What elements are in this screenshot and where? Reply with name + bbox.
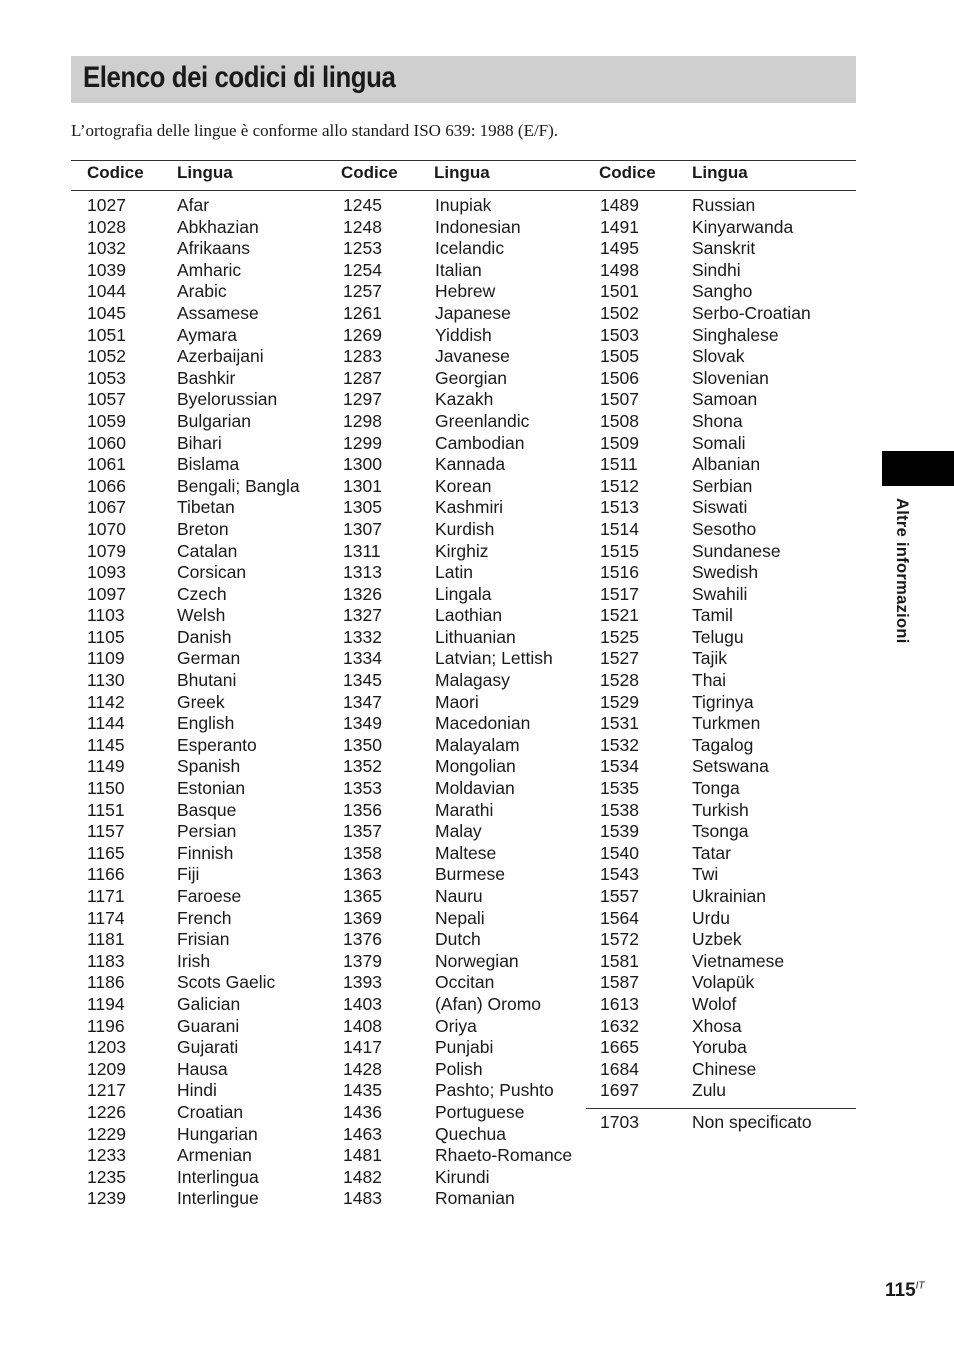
language-name: Afar <box>177 195 210 215</box>
language-code: 1505 <box>600 346 639 367</box>
section-tab-marker <box>882 451 954 486</box>
language-name: Uzbek <box>692 929 742 950</box>
language-name: Occitan <box>435 972 495 993</box>
language-name: Volapük <box>692 972 755 993</box>
language-code: 1349 <box>343 713 382 734</box>
language-code: 1506 <box>600 367 639 388</box>
language-code: 1217 <box>87 1080 126 1101</box>
language-code: 1194 <box>87 993 125 1014</box>
language-name: Urdu <box>692 907 730 928</box>
language-code: 1145 <box>87 734 125 755</box>
language-code: 1166 <box>87 864 125 885</box>
language-code: 1070 <box>87 518 126 539</box>
language-name: English <box>177 713 235 734</box>
language-code: 1529 <box>600 691 639 712</box>
language-name: Hindi <box>177 1080 217 1101</box>
language-code: 1503 <box>600 324 639 345</box>
language-code: 1045 <box>87 302 126 323</box>
language-code: 1572 <box>600 929 639 950</box>
table-top-rule <box>71 160 856 161</box>
language-code: 1027 <box>87 195 126 215</box>
language-name: Maori <box>435 691 479 712</box>
language-code: 1300 <box>343 454 382 475</box>
language-name: Malay <box>435 821 482 842</box>
language-name: Chinese <box>692 1058 757 1079</box>
language-code: 1538 <box>600 799 639 820</box>
language-name: Greenlandic <box>435 410 530 431</box>
language-code: 1363 <box>343 864 382 885</box>
table-header-rule <box>71 190 856 191</box>
language-code: 1269 <box>343 324 382 345</box>
language-name: Thai <box>692 670 727 691</box>
language-code: 1130 <box>87 670 125 691</box>
language-code: 1508 <box>600 410 639 431</box>
language-name: Latvian; Lettish <box>435 648 553 669</box>
language-code: 1521 <box>600 605 639 626</box>
language-name: Turkmen <box>692 713 761 734</box>
language-name: Tamil <box>692 605 733 626</box>
language-name: Breton <box>177 518 229 539</box>
language-name: Croatian <box>177 1101 244 1122</box>
language-name: Fiji <box>177 864 200 885</box>
language-name: Kannada <box>435 454 506 475</box>
language-code: 1379 <box>343 950 382 971</box>
language-name: Italian <box>435 259 482 280</box>
language-name: Sangho <box>692 281 753 302</box>
language-name: Estonian <box>177 778 246 799</box>
language-code: 1697 <box>600 1080 639 1101</box>
language-code: 1356 <box>343 799 382 820</box>
language-name: Tigrinya <box>692 691 754 712</box>
language-code: 1403 <box>343 993 382 1014</box>
language-code: 1061 <box>87 454 126 475</box>
language-name: Xhosa <box>692 1015 742 1036</box>
page-number-value: 115 <box>885 1280 916 1301</box>
language-code: 1301 <box>343 475 382 496</box>
language-name: Javanese <box>435 346 510 367</box>
header-lang-2: Lingua <box>434 163 490 182</box>
language-code: 1261 <box>343 302 382 323</box>
header-lang-3: Lingua <box>692 163 748 182</box>
language-name: Sindhi <box>692 259 741 280</box>
language-name: Tatar <box>692 842 731 863</box>
language-name: Finnish <box>177 842 234 863</box>
unspecified-rule <box>586 1108 856 1109</box>
header-code-2: Codice <box>341 163 398 182</box>
language-code: 1226 <box>87 1101 126 1122</box>
language-code: 1428 <box>343 1058 382 1079</box>
language-name: Ukrainian <box>692 886 766 906</box>
language-name: Arabic <box>177 281 227 302</box>
language-name: Siswati <box>692 497 748 518</box>
language-code: 1369 <box>343 907 382 928</box>
language-code: 1358 <box>343 842 382 863</box>
language-name: Hungarian <box>177 1123 258 1144</box>
language-name: Nepali <box>435 907 485 928</box>
language-code: 1515 <box>600 540 639 561</box>
language-name: Aymara <box>177 324 237 345</box>
language-name: Assamese <box>177 302 259 323</box>
language-code: 1229 <box>87 1123 126 1144</box>
language-name: Serbian <box>692 475 753 496</box>
language-name: Vietnamese <box>692 950 785 971</box>
language-code: 1283 <box>343 346 382 367</box>
unspecified-language: Non specificato <box>692 1112 812 1132</box>
language-name: Welsh <box>177 605 226 626</box>
language-code: 1067 <box>87 497 126 518</box>
page-title: Elenco dei codici di lingua <box>83 61 396 94</box>
language-code: 1093 <box>87 562 126 583</box>
language-code: 1326 <box>343 583 382 604</box>
language-name: Burmese <box>435 864 506 885</box>
language-code: 1039 <box>87 259 126 280</box>
language-name: Faroese <box>177 886 242 906</box>
language-code: 1357 <box>343 821 382 842</box>
language-code: 1417 <box>343 1037 382 1058</box>
language-code: 1543 <box>600 864 639 885</box>
language-name: Corsican <box>177 562 247 583</box>
language-name: Kurdish <box>435 518 495 539</box>
language-name: Catalan <box>177 540 238 561</box>
language-name: Icelandic <box>435 238 505 259</box>
language-name: Dutch <box>435 929 481 950</box>
language-code: 1507 <box>600 389 639 410</box>
language-name: Sesotho <box>692 518 757 539</box>
language-code: 1436 <box>343 1101 382 1122</box>
language-name: Lithuanian <box>435 626 516 647</box>
language-code: 1512 <box>600 475 639 496</box>
language-code: 1253 <box>343 238 382 259</box>
language-name: Interlingua <box>177 1166 259 1187</box>
language-code: 1183 <box>87 950 125 971</box>
language-code: 1532 <box>600 734 639 755</box>
header-lang-1: Lingua <box>177 163 233 182</box>
language-name: Romanian <box>435 1188 515 1209</box>
language-code: 1203 <box>87 1037 126 1058</box>
language-code: 1305 <box>343 497 382 518</box>
language-name: Rhaeto-Romance <box>435 1145 573 1166</box>
language-name: Abkhazian <box>177 216 259 237</box>
language-code: 1528 <box>600 670 639 691</box>
language-code: 1535 <box>600 778 639 799</box>
language-code: 1511 <box>600 454 638 475</box>
language-code: 1044 <box>87 281 126 302</box>
language-name: Albanian <box>692 454 761 475</box>
language-name: Galician <box>177 993 241 1014</box>
language-code: 1540 <box>600 842 639 863</box>
language-code: 1307 <box>343 518 382 539</box>
language-name: Malagasy <box>435 670 510 691</box>
language-name: Esperanto <box>177 734 257 755</box>
language-code: 1245 <box>343 195 382 215</box>
language-name: Kirghiz <box>435 540 489 561</box>
page-number-suffix: IT <box>915 1280 925 1292</box>
language-name: (Afan) Oromo <box>435 993 541 1014</box>
language-code: 1527 <box>600 648 639 669</box>
language-code: 1235 <box>87 1166 126 1187</box>
language-name: Bulgarian <box>177 410 251 431</box>
title-bar <box>71 56 856 103</box>
language-name: Persian <box>177 821 237 842</box>
language-code: 1481 <box>343 1145 382 1166</box>
language-name: Sundanese <box>692 540 781 561</box>
language-name: Swahili <box>692 583 748 604</box>
language-name: Gujarati <box>177 1037 239 1058</box>
language-code: 1587 <box>600 972 639 993</box>
language-name: Greek <box>177 691 225 712</box>
language-code: 1509 <box>600 432 639 453</box>
language-name: Oriya <box>435 1015 477 1036</box>
language-code: 1463 <box>343 1123 382 1144</box>
language-code: 1365 <box>343 886 382 906</box>
language-name: Bihari <box>177 432 222 453</box>
language-code: 1032 <box>87 238 126 259</box>
language-code: 1491 <box>600 216 639 237</box>
language-name: Mongolian <box>435 756 516 777</box>
language-name: Malayalam <box>435 734 520 755</box>
language-code: 1097 <box>87 583 126 604</box>
language-name: Sanskrit <box>692 238 756 259</box>
language-name: Singhalese <box>692 324 779 345</box>
language-code: 1209 <box>87 1058 126 1079</box>
language-name: Guarani <box>177 1015 240 1036</box>
language-name: Russian <box>692 195 756 215</box>
language-code: 1531 <box>600 713 639 734</box>
language-name: Twi <box>692 864 719 885</box>
language-name: Armenian <box>177 1145 252 1166</box>
language-name: Tajik <box>692 648 728 669</box>
language-code: 1525 <box>600 626 639 647</box>
language-code: 1350 <box>343 734 382 755</box>
language-code: 1239 <box>87 1188 126 1209</box>
language-code: 1513 <box>600 497 639 518</box>
language-name: German <box>177 648 241 669</box>
language-code: 1482 <box>343 1166 382 1187</box>
language-name: Serbo-Croatian <box>692 302 811 323</box>
language-code: 1498 <box>600 259 639 280</box>
language-name: Moldavian <box>435 778 515 799</box>
language-code: 1408 <box>343 1015 382 1036</box>
language-code: 1171 <box>87 886 125 906</box>
language-name: Norwegian <box>435 950 519 971</box>
section-side-label: Altre informazioni <box>893 498 911 644</box>
language-name: Afrikaans <box>177 238 250 259</box>
language-code: 1066 <box>87 475 126 496</box>
language-name: Slovak <box>692 346 745 367</box>
language-name: Kirundi <box>435 1166 490 1187</box>
language-code: 1142 <box>87 691 125 712</box>
language-name: Yiddish <box>435 324 492 345</box>
language-code: 1353 <box>343 778 382 799</box>
language-name: Bhutani <box>177 670 237 691</box>
unspecified-code: 1703 <box>600 1112 639 1132</box>
language-name: Indonesian <box>435 216 521 237</box>
language-code: 1181 <box>87 929 125 950</box>
language-code: 1059 <box>87 410 126 431</box>
language-code: 1028 <box>87 216 126 237</box>
language-name: Yoruba <box>692 1037 747 1058</box>
language-code: 1376 <box>343 929 382 950</box>
language-code: 1186 <box>87 972 125 993</box>
language-code: 1613 <box>600 993 639 1014</box>
language-code: 1334 <box>343 648 382 669</box>
language-name: Hebrew <box>435 281 496 302</box>
language-name: Japanese <box>435 302 511 323</box>
language-code: 1157 <box>87 821 125 842</box>
language-name: Shona <box>692 410 743 431</box>
language-name: Macedonian <box>435 713 531 734</box>
language-name: Basque <box>177 799 237 820</box>
language-name: Frisian <box>177 929 230 950</box>
language-name: Samoan <box>692 389 758 410</box>
language-code: 1103 <box>87 605 125 626</box>
language-code: 1347 <box>343 691 382 712</box>
language-name: Telugu <box>692 626 744 647</box>
language-name: Amharic <box>177 259 242 280</box>
language-name: Tagalog <box>692 734 754 755</box>
language-name: Kazakh <box>435 389 494 410</box>
language-name: Portuguese <box>435 1101 525 1122</box>
language-name: Marathi <box>435 799 494 820</box>
language-code: 1332 <box>343 626 382 647</box>
language-name: Setswana <box>692 756 769 777</box>
language-name: Danish <box>177 626 232 647</box>
language-name: Slovenian <box>692 367 769 388</box>
language-code: 1299 <box>343 432 382 453</box>
language-name: Korean <box>435 475 492 496</box>
language-code: 1632 <box>600 1015 639 1036</box>
language-code: 1151 <box>87 799 125 820</box>
language-name: Kinyarwanda <box>692 216 794 237</box>
language-code: 1557 <box>600 886 639 906</box>
language-code: 1684 <box>600 1058 639 1079</box>
language-name: Pashto; Pushto <box>435 1080 554 1101</box>
language-code: 1311 <box>343 540 381 561</box>
language-name: Latin <box>435 562 473 583</box>
language-name: Irish <box>177 950 211 971</box>
language-name: Georgian <box>435 367 507 388</box>
language-name: Inupiak <box>435 195 492 215</box>
language-code: 1516 <box>600 562 639 583</box>
language-code: 1053 <box>87 367 126 388</box>
header-code-3: Codice <box>599 163 656 182</box>
language-code: 1435 <box>343 1080 382 1101</box>
language-name: Hausa <box>177 1058 228 1079</box>
language-name: Scots Gaelic <box>177 972 276 993</box>
language-name: Turkish <box>692 799 749 820</box>
language-code: 1313 <box>343 562 382 583</box>
language-code: 1109 <box>87 648 125 669</box>
language-code: 1196 <box>87 1015 125 1036</box>
language-code: 1517 <box>600 583 639 604</box>
language-name: Quechua <box>435 1123 507 1144</box>
language-code: 1105 <box>87 626 125 647</box>
language-name: Wolof <box>692 993 737 1014</box>
language-name: Somali <box>692 432 746 453</box>
language-name: Zulu <box>692 1080 727 1101</box>
language-code: 1502 <box>600 302 639 323</box>
language-name: Azerbaijani <box>177 346 264 367</box>
language-code: 1257 <box>343 281 382 302</box>
language-name: Byelorussian <box>177 389 278 410</box>
language-name: Tonga <box>692 778 740 799</box>
language-code: 1150 <box>87 778 125 799</box>
language-code: 1352 <box>343 756 382 777</box>
language-code: 1052 <box>87 346 126 367</box>
language-code: 1534 <box>600 756 639 777</box>
language-code: 1327 <box>343 605 382 626</box>
language-code: 1060 <box>87 432 126 453</box>
language-code: 1254 <box>343 259 382 280</box>
language-code: 1149 <box>87 756 125 777</box>
language-code: 1514 <box>600 518 639 539</box>
language-name: Punjabi <box>435 1037 494 1058</box>
header-code-1: Codice <box>87 163 144 182</box>
page-number <box>885 1280 925 1302</box>
language-name: Polish <box>435 1058 483 1079</box>
language-code: 1495 <box>600 238 639 259</box>
language-name: Bashkir <box>177 367 236 388</box>
language-name: Maltese <box>435 842 497 863</box>
language-code: 1174 <box>87 907 125 928</box>
language-name: Laothian <box>435 605 503 626</box>
language-name: Cambodian <box>435 432 525 453</box>
language-name: Lingala <box>435 583 492 604</box>
language-code: 1483 <box>343 1188 382 1209</box>
language-code: 1489 <box>600 195 639 215</box>
language-code: 1298 <box>343 410 382 431</box>
language-code: 1051 <box>87 324 126 345</box>
language-code: 1345 <box>343 670 382 691</box>
language-name: Nauru <box>435 886 483 906</box>
language-code: 1248 <box>343 216 382 237</box>
language-code: 1165 <box>87 842 125 863</box>
intro-text: L’ortografia delle lingue è conforme allo standard ISO 639: 1988 (E/F). <box>71 121 559 140</box>
language-name: Bengali; Bangla <box>177 475 300 496</box>
language-name: Interlingue <box>177 1188 259 1209</box>
language-name: French <box>177 907 232 928</box>
language-name: Czech <box>177 583 227 604</box>
language-code: 1564 <box>600 907 639 928</box>
language-name: Kashmiri <box>435 497 504 518</box>
language-name: Spanish <box>177 756 241 777</box>
language-code: 1287 <box>343 367 382 388</box>
language-code: 1233 <box>87 1145 126 1166</box>
language-code: 1665 <box>600 1037 639 1058</box>
language-code: 1581 <box>600 950 639 971</box>
language-code: 1539 <box>600 821 639 842</box>
language-code: 1057 <box>87 389 126 410</box>
language-code: 1079 <box>87 540 126 561</box>
language-name: Tsonga <box>692 821 749 842</box>
language-code: 1297 <box>343 389 382 410</box>
language-name: Swedish <box>692 562 759 583</box>
language-name: Tibetan <box>177 497 235 518</box>
language-code: 1393 <box>343 972 382 993</box>
language-code: 1501 <box>600 281 639 302</box>
language-name: Bislama <box>177 454 240 475</box>
language-code: 1144 <box>87 713 125 734</box>
